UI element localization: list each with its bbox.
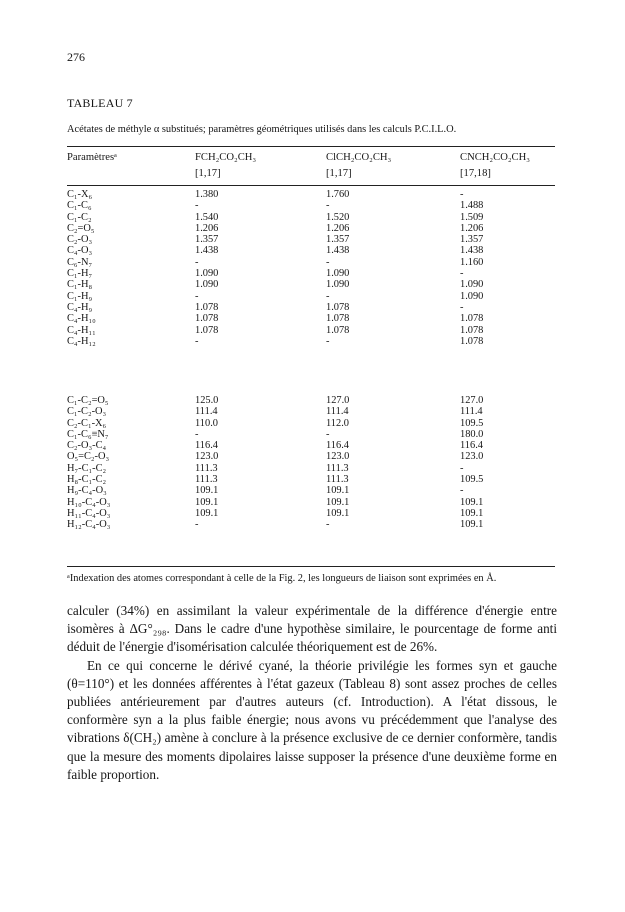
table-row xyxy=(67,325,555,336)
fluoro-value-cell: 110.0 xyxy=(195,417,218,429)
chloro-value-cell: 111.3 xyxy=(326,462,349,474)
parameter-cell: C₄-O₃ xyxy=(67,245,93,257)
parameter-cell: H₁₁-C₄-O₃ xyxy=(67,507,111,519)
parameter-cell: C₁-C₆ xyxy=(67,200,92,212)
chloro-value-cell: 1.078 xyxy=(326,313,350,325)
header-formula: FCH₂CO₂CH₃ xyxy=(195,152,257,163)
table-row xyxy=(67,418,555,429)
parameter-cell: H₁₀-C₄-O₃ xyxy=(67,496,111,508)
header-col-chloro xyxy=(326,150,391,182)
table-row xyxy=(67,485,555,496)
cyano-value-cell: 127.0 xyxy=(460,395,484,406)
parameter-cell: C₁-C₂-O₃ xyxy=(67,406,107,418)
table-row xyxy=(67,212,555,223)
parameter-cell: C₂-C₁-X₆ xyxy=(67,417,107,429)
cyano-value-cell: - xyxy=(460,301,464,313)
parameter-cell: C₆-N₇ xyxy=(67,256,93,268)
parameter-cell: C₄-H₁₂ xyxy=(67,335,96,347)
table-row xyxy=(67,463,555,474)
parameter-cell: H₉-C₄-O₃ xyxy=(67,485,107,497)
cyano-value-cell: 1.078 xyxy=(460,335,484,347)
parameter-cell: C₄-H₁₁ xyxy=(67,324,96,336)
fluoro-value-cell: 125.0 xyxy=(195,395,219,406)
table-row xyxy=(67,302,555,313)
cyano-value-cell: - xyxy=(460,189,464,200)
table-row xyxy=(67,519,555,530)
cyano-value-cell: 1.206 xyxy=(460,222,484,234)
chloro-value-cell: 112.0 xyxy=(326,417,349,429)
fluoro-value-cell: 1.357 xyxy=(195,234,219,246)
header-reference: [17,18] xyxy=(460,168,491,179)
parameter-cell: C₁-H₉ xyxy=(67,290,93,302)
cyano-value-cell: - xyxy=(460,462,464,474)
cyano-value-cell: 116.4 xyxy=(460,440,483,452)
cyano-value-cell: 1.357 xyxy=(460,234,484,246)
fluoro-value-cell: 1.380 xyxy=(195,189,219,200)
chloro-value-cell: - xyxy=(326,256,330,268)
chloro-value-cell: - xyxy=(326,200,330,212)
chloro-value-cell: - xyxy=(326,519,330,531)
parameter-cell: C₁-H₇ xyxy=(67,268,93,280)
fluoro-value-cell: 1.206 xyxy=(195,222,219,234)
table-row xyxy=(67,245,555,256)
fluoro-value-cell: 1.540 xyxy=(195,211,219,223)
table-top-rule xyxy=(67,146,555,147)
chloro-value-cell: 109.1 xyxy=(326,507,350,519)
chloro-value-cell: 1.090 xyxy=(326,268,350,280)
fluoro-value-cell: - xyxy=(195,335,199,347)
chloro-value-cell: 1.520 xyxy=(326,211,350,223)
chloro-value-cell: 1.206 xyxy=(326,222,350,234)
table-row xyxy=(67,429,555,440)
table-row xyxy=(67,508,555,519)
parameter-cell: C₂-O₃-C₄ xyxy=(67,440,107,452)
fluoro-value-cell: 111.3 xyxy=(195,474,218,486)
paragraph: En ce qui concerne le dérivé cyané, la théorie privilégie les formes syn et gauche (θ=110°) et les données afférentes à l'état gazeux (Tableau 8) sont assez proches de celles publiées antérieurement par d'autres auteurs (cf. Introduction). A l'état dissous, le conformère syn a la plus faible énergie; nous avons vu précédemment que l'analyse des vibrations δ(CH₂) amène à conclure à la présence exclusive de ce dernier conformère, tandis que la mesure des moments dipolaires laisse supposer la présence d'une deuxième forme en faible proportion. xyxy=(67,657,557,782)
fluoro-value-cell: 1.078 xyxy=(195,324,219,336)
table-row xyxy=(67,189,555,200)
chloro-value-cell: 1.438 xyxy=(326,245,350,257)
fluoro-value-cell: 1.090 xyxy=(195,279,219,291)
fluoro-value-cell: - xyxy=(195,256,199,268)
fluoro-value-cell: - xyxy=(195,428,199,440)
chloro-value-cell: 1.760 xyxy=(326,189,350,200)
table-row xyxy=(67,336,555,347)
table-row xyxy=(67,395,555,406)
header-formula: ClCH₂CO₂CH₃ xyxy=(326,152,392,163)
cyano-value-cell: 1.090 xyxy=(460,290,484,302)
header-parameters: Paramètresᵃ xyxy=(67,152,117,163)
fluoro-value-cell: 123.0 xyxy=(195,451,219,463)
fluoro-value-cell: 111.3 xyxy=(195,462,218,474)
parameter-cell: H₁₂-C₄-O₃ xyxy=(67,519,111,531)
cyano-value-cell: 109.1 xyxy=(460,507,484,519)
fluoro-value-cell: - xyxy=(195,519,199,531)
parameter-cell: C₂=O₅ xyxy=(67,222,95,234)
cyano-value-cell: 123.0 xyxy=(460,451,484,463)
table-caption: Acétates de méthyle α substitués; paramètres géométriques utilisés dans les calculs P.C.I.L.O. xyxy=(67,124,457,135)
parameter-cell: C₁-C₂ xyxy=(67,211,92,223)
parameter-cell: C₁-X₆ xyxy=(67,189,93,200)
fluoro-value-cell: 111.4 xyxy=(195,406,218,418)
page-number: 276 xyxy=(67,50,85,64)
fluoro-value-cell: 109.1 xyxy=(195,485,219,497)
chloro-value-cell: 127.0 xyxy=(326,395,350,406)
fluoro-value-cell: - xyxy=(195,290,199,302)
cyano-value-cell: 1.438 xyxy=(460,245,484,257)
cyano-value-cell: 1.078 xyxy=(460,324,484,336)
parameter-cell: C₁-C₂=O₅ xyxy=(67,395,109,406)
chloro-value-cell: 109.1 xyxy=(326,485,350,497)
header-reference: [1,17] xyxy=(195,168,221,179)
fluoro-value-cell: 1.438 xyxy=(195,245,219,257)
chloro-value-cell: 109.1 xyxy=(326,496,350,508)
parameter-cell: C₁-H₈ xyxy=(67,279,93,291)
table-row xyxy=(67,291,555,302)
fluoro-value-cell: - xyxy=(195,200,199,212)
fluoro-value-cell: 1.078 xyxy=(195,313,219,325)
table-row xyxy=(67,474,555,485)
chloro-value-cell: 1.078 xyxy=(326,324,350,336)
header-formula: CNCH₂CO₂CH₃ xyxy=(460,152,530,163)
table-row xyxy=(67,406,555,417)
cyano-value-cell: 1.090 xyxy=(460,279,484,291)
parameter-cell: C₄-H₁₀ xyxy=(67,313,96,325)
parameter-cell: H₇-C₁-C₂ xyxy=(67,462,107,474)
chloro-value-cell: 1.090 xyxy=(326,279,350,291)
parameter-cell: C₄-H₉ xyxy=(67,301,93,313)
table-header-rule xyxy=(67,185,555,186)
cyano-value-cell: 109.1 xyxy=(460,496,484,508)
header-col-cyano xyxy=(460,150,530,182)
table-title: TABLEAU 7 xyxy=(67,96,133,110)
cyano-value-cell: 109.5 xyxy=(460,417,484,429)
fluoro-value-cell: 109.1 xyxy=(195,507,219,519)
cyano-value-cell: - xyxy=(460,485,464,497)
bond-angles-table xyxy=(67,395,555,531)
cyano-value-cell: 1.509 xyxy=(460,211,484,223)
chloro-value-cell: 116.4 xyxy=(326,440,349,452)
fluoro-value-cell: 1.090 xyxy=(195,268,219,280)
fluoro-value-cell: 116.4 xyxy=(195,440,218,452)
table-row xyxy=(67,313,555,324)
chloro-value-cell: 1.357 xyxy=(326,234,350,246)
header-reference: [1,17] xyxy=(326,168,352,179)
cyano-value-cell: - xyxy=(460,268,464,280)
parameter-cell: C₂-O₃ xyxy=(67,234,93,246)
fluoro-value-cell: 1.078 xyxy=(195,301,219,313)
table-row xyxy=(67,279,555,290)
table-row xyxy=(67,268,555,279)
chloro-value-cell: 111.4 xyxy=(326,406,349,418)
cyano-value-cell: 109.5 xyxy=(460,474,484,486)
table-row xyxy=(67,223,555,234)
cyano-value-cell: 1.488 xyxy=(460,200,484,212)
bond-lengths-table xyxy=(67,189,555,347)
chloro-value-cell: 111.3 xyxy=(326,474,349,486)
table-row xyxy=(67,440,555,451)
cyano-value-cell: 180.0 xyxy=(460,428,484,440)
cyano-value-cell: 1.078 xyxy=(460,313,484,325)
fluoro-value-cell: 109.1 xyxy=(195,496,219,508)
paragraph: calculer (34%) en assimilant la valeur expérimentale de la différence d'énergie entre isomères à ΔG°₂₉₈. Dans le cadre d'une hypothèse similaire, le pourcentage de forme anti déduit de l'énergie d'isomérisation calculée théoriquement est de 26%. xyxy=(67,603,557,655)
chloro-value-cell: - xyxy=(326,335,330,347)
cyano-value-cell: 111.4 xyxy=(460,406,483,418)
body-text xyxy=(67,602,557,784)
chloro-value-cell: 123.0 xyxy=(326,451,350,463)
table-row xyxy=(67,234,555,245)
cyano-value-cell: 109.1 xyxy=(460,519,484,531)
chloro-value-cell: - xyxy=(326,428,330,440)
header-col-fluoro xyxy=(195,150,256,182)
parameter-cell: H₈-C₁-C₂ xyxy=(67,474,107,486)
table-bottom-rule xyxy=(67,566,555,567)
chloro-value-cell: 1.078 xyxy=(326,301,350,313)
chloro-value-cell: - xyxy=(326,290,330,302)
table-footnote: ᵃIndexation des atomes correspondant à celle de la Fig. 2, les longueurs de liaison sont exprimées en Å. xyxy=(67,573,497,584)
cyano-value-cell: 1.160 xyxy=(460,256,484,268)
table-row xyxy=(67,451,555,462)
table-row xyxy=(67,497,555,508)
parameter-cell: O₅=C₂-O₃ xyxy=(67,451,110,463)
parameter-cell: C₁-C₆≡N₇ xyxy=(67,428,109,440)
table-row xyxy=(67,200,555,211)
table-row xyxy=(67,257,555,268)
